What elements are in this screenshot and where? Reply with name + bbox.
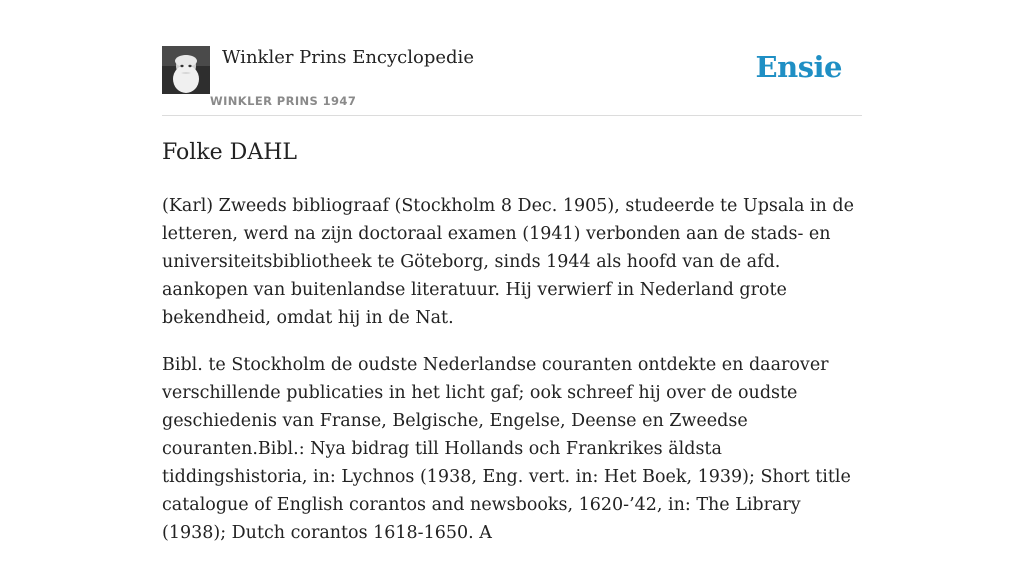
header	[162, 0, 862, 116]
article-body	[162, 192, 862, 566]
bearded-man-portrait-icon[interactable]	[162, 46, 210, 94]
edition-label: WINKLER PRINS 1947	[210, 94, 357, 108]
brand-logo[interactable]: Ensie	[755, 50, 842, 84]
article-paragraph: Bibl. te Stockholm de oudste Nederlandse couranten ontdekte en daarover verschillende publicaties in het licht gaf; ook schreef hij over de oudste geschiedenis van Franse, Belgische, Engelse, Deense en Zweedse couranten.Bibl.: Nya bidrag till Hollands och Frankrikes äldsta tiddingshistoria, in: Lychnos (1938, Eng. vert. in: Het Boek, 1939); Short title catalogue of English corantos and newsbooks, 1620-’42, in: The Library (1938); Dutch corantos 1618-1650. A	[162, 355, 851, 543]
article-paragraph: (Karl) Zweeds bibliograaf (Stockholm 8 Dec. 1905), studeerde te Upsala in de letteren, werd na zijn doctoraal examen (1941) verbonden aan de stads- en universiteitsbibliotheek te Göteborg, sinds 1944 als hoofd van de afd. aankopen van buitenlandse literatuur. Hij verwierf in Nederland grote bekendheid, omdat hij in de Nat.	[162, 196, 854, 328]
site-name[interactable]: Winkler Prins Encyclopedie	[222, 47, 474, 68]
article-title: Folke DAHL	[162, 140, 298, 165]
page-container	[162, 0, 862, 543]
